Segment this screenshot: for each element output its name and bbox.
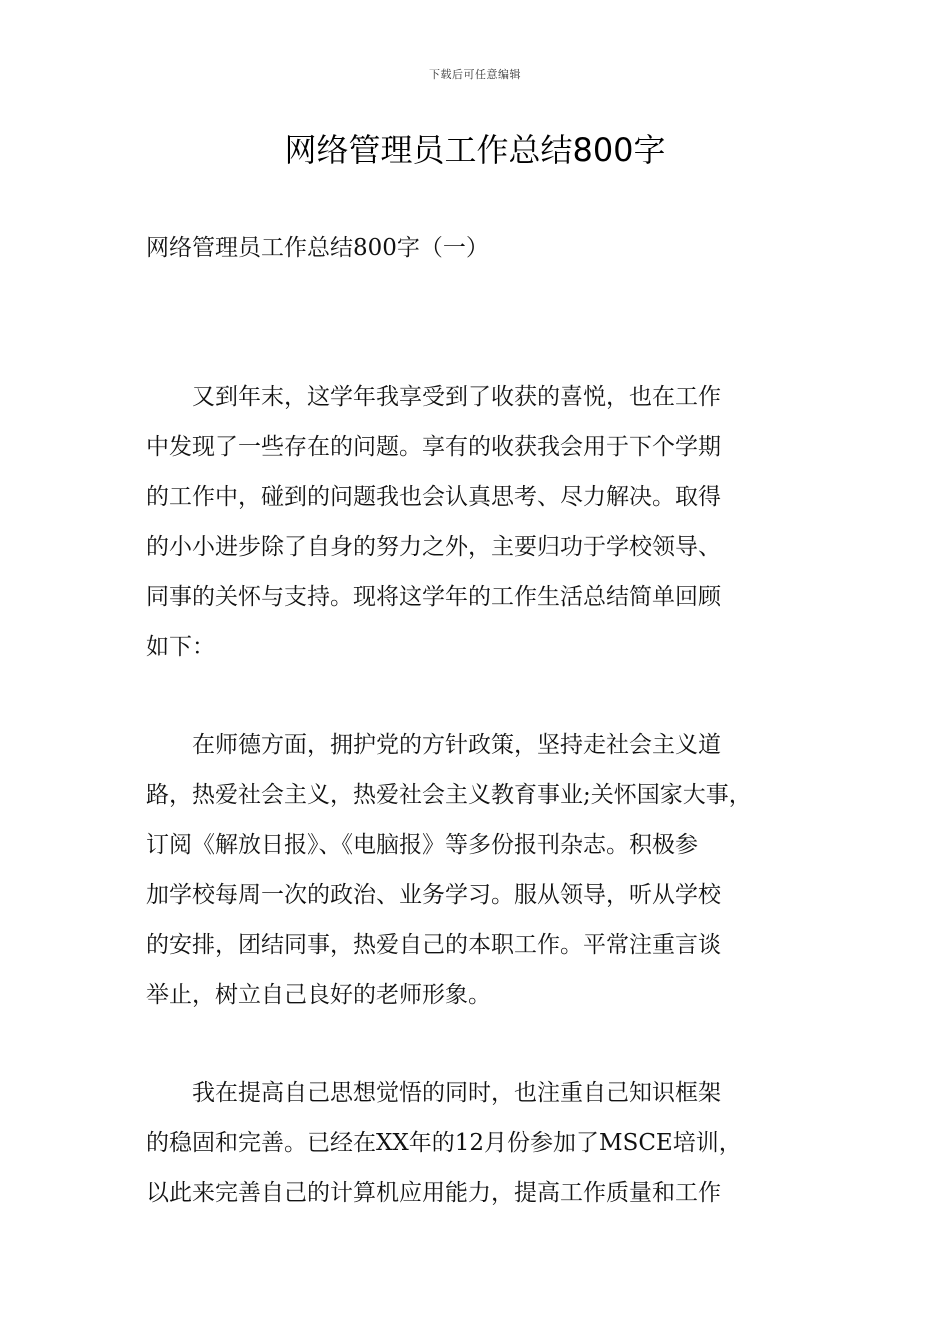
paragraph-line: 同事的关怀与支持。现将这学年的工作生活总结简单回顾 <box>146 584 721 610</box>
paragraph-line: 以此来完善自己的计算机应用能力，提高工作质量和工作 <box>146 1180 721 1206</box>
paragraph-line: 的小小进步除了自身的努力之外，主要归功于学校领导、 <box>146 534 721 560</box>
paragraph-line: 举止，树立自己良好的老师形象。 <box>146 982 491 1008</box>
paragraph-line: 加学校每周一次的政治、业务学习。服从领导，听从学校 <box>146 882 721 908</box>
section-title: 网络管理员工作总结800字（一） <box>146 235 489 261</box>
paragraph-line: 的安排，团结同事，热爱自己的本职工作。平常注重言谈 <box>146 932 721 958</box>
paragraph-3 <box>146 1068 846 1218</box>
paragraph-2 <box>146 720 846 1020</box>
header-note: 下载后可任意编辑 <box>429 68 521 81</box>
paragraph-line: 路，热爱社会主义，热爱社会主义教育事业;关怀国家大事， <box>146 782 752 808</box>
paragraph-line: 在师德方面，拥护党的方针政策，坚持走社会主义道 <box>146 732 721 758</box>
paragraph-line: 订阅《解放日报》、《电脑报》等多份报刊杂志。积极参 <box>146 832 698 858</box>
document-title: 网络管理员工作总结800字 <box>284 131 666 169</box>
paragraph-1 <box>146 372 846 672</box>
paragraph-line: 的稳固和完善。已经在XX年的12月份参加了MSCE培训， <box>146 1130 742 1156</box>
paragraph-line: 如下： <box>146 634 215 660</box>
paragraph-line: 又到年末，这学年我享受到了收获的喜悦，也在工作 <box>146 384 721 410</box>
paragraph-line: 中发现了一些存在的问题。享有的收获我会用于下个学期 <box>146 434 721 460</box>
paragraph-line: 我在提高自己思想觉悟的同时，也注重自己知识框架 <box>146 1080 721 1106</box>
paragraph-line: 的工作中，碰到的问题我也会认真思考、尽力解决。取得 <box>146 484 721 510</box>
